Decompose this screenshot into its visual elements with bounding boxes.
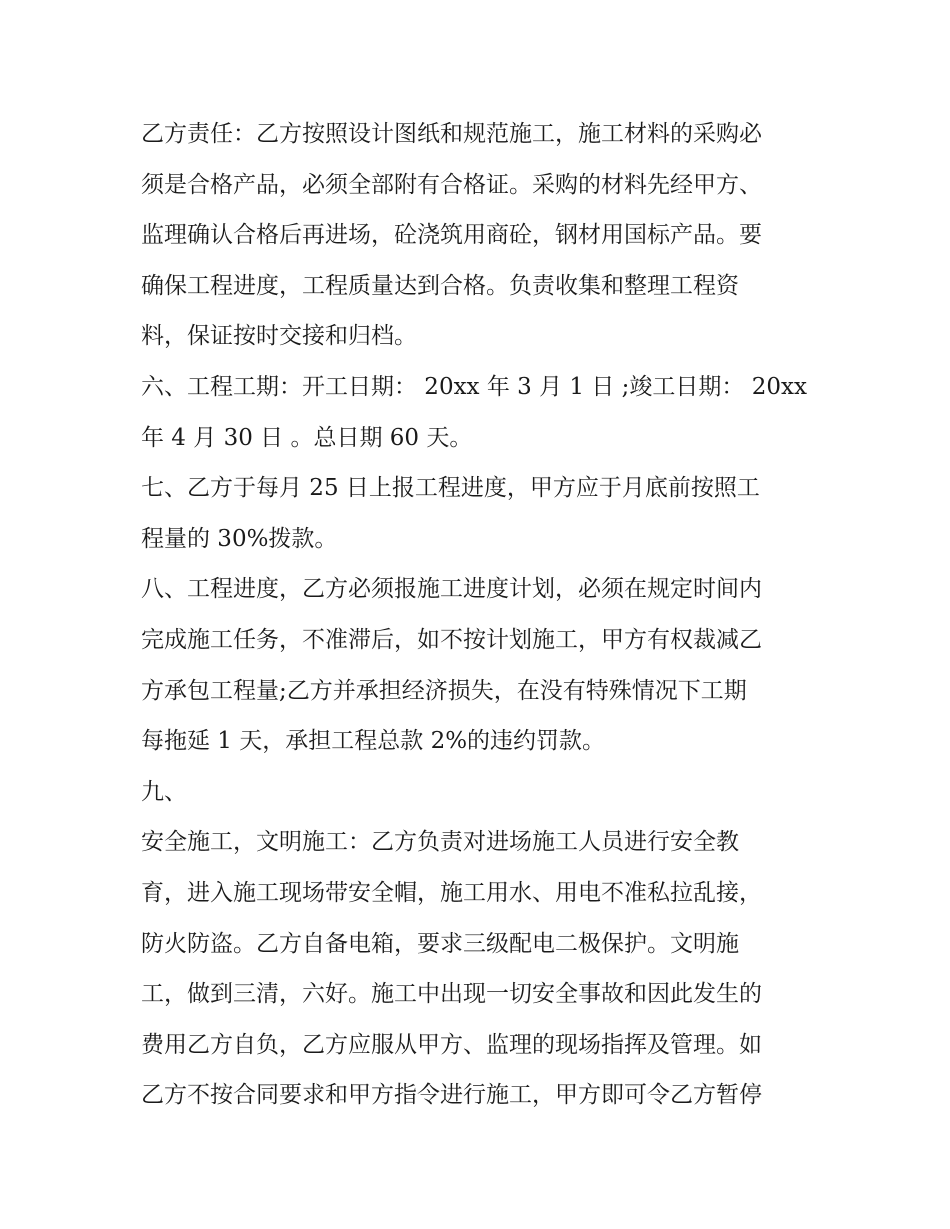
text-line: 工，做到三清，六好。施工中出现一切安全事故和因此发生的	[141, 981, 762, 1008]
text-line: 料，保证按时交接和归档。	[141, 323, 417, 350]
text-line: 乙方责任：乙方按照设计图纸和规范施工，施工材料的采购必	[141, 121, 762, 147]
text-line: 安全施工，文明施工：乙方负责对进场施工人员进行安全教	[141, 829, 739, 856]
text-line: 须是合格产品，必须全部附有合格证。采购的材料先经甲方、	[141, 171, 762, 198]
text-line: 程量的 30%拨款。	[141, 525, 338, 552]
text-line: 六、工程工期：开工日期： 20xx 年 3 月 1 日 ;竣工日期： 20xx	[141, 373, 807, 400]
text-line: 八、工程进度，乙方必须报施工进度计划，必须在规定时间内	[141, 576, 762, 603]
text-line: 确保工程进度，工程质量达到合格。负责收集和整理工程资	[141, 272, 739, 299]
text-line: 防火防盗。乙方自备电箱，要求三级配电二极保护。文明施	[141, 930, 739, 957]
contract-text	[141, 109, 821, 1121]
text-line: 七、乙方于每月 25 日上报工程进度，甲方应于月底前按照工	[141, 475, 760, 502]
text-line: 费用乙方自负，乙方应服从甲方、监理的现场指挥及管理。如	[141, 1031, 762, 1058]
text-line: 育，进入施工现场带安全帽，施工用水、用电不准私拉乱接，	[141, 879, 762, 906]
text-line: 方承包工程量;乙方并承担经济损失，在没有特殊情况下工期	[141, 677, 747, 704]
text-line: 监理确认合格后再进场，砼浇筑用商砼，钢材用国标产品。要	[141, 222, 762, 249]
text-line: 九、	[141, 778, 187, 805]
text-line: 年 4 月 30 日 。总日期 60 天。	[141, 424, 473, 451]
text-line: 乙方不按合同要求和甲方指令进行施工，甲方即可令乙方暂停	[141, 1082, 762, 1109]
text-line: 完成施工任务，不准滞后，如不按计划施工，甲方有权裁减乙	[141, 626, 762, 653]
text-line: 每拖延 1 天，承担工程总款 2%的违约罚款。	[141, 728, 606, 755]
